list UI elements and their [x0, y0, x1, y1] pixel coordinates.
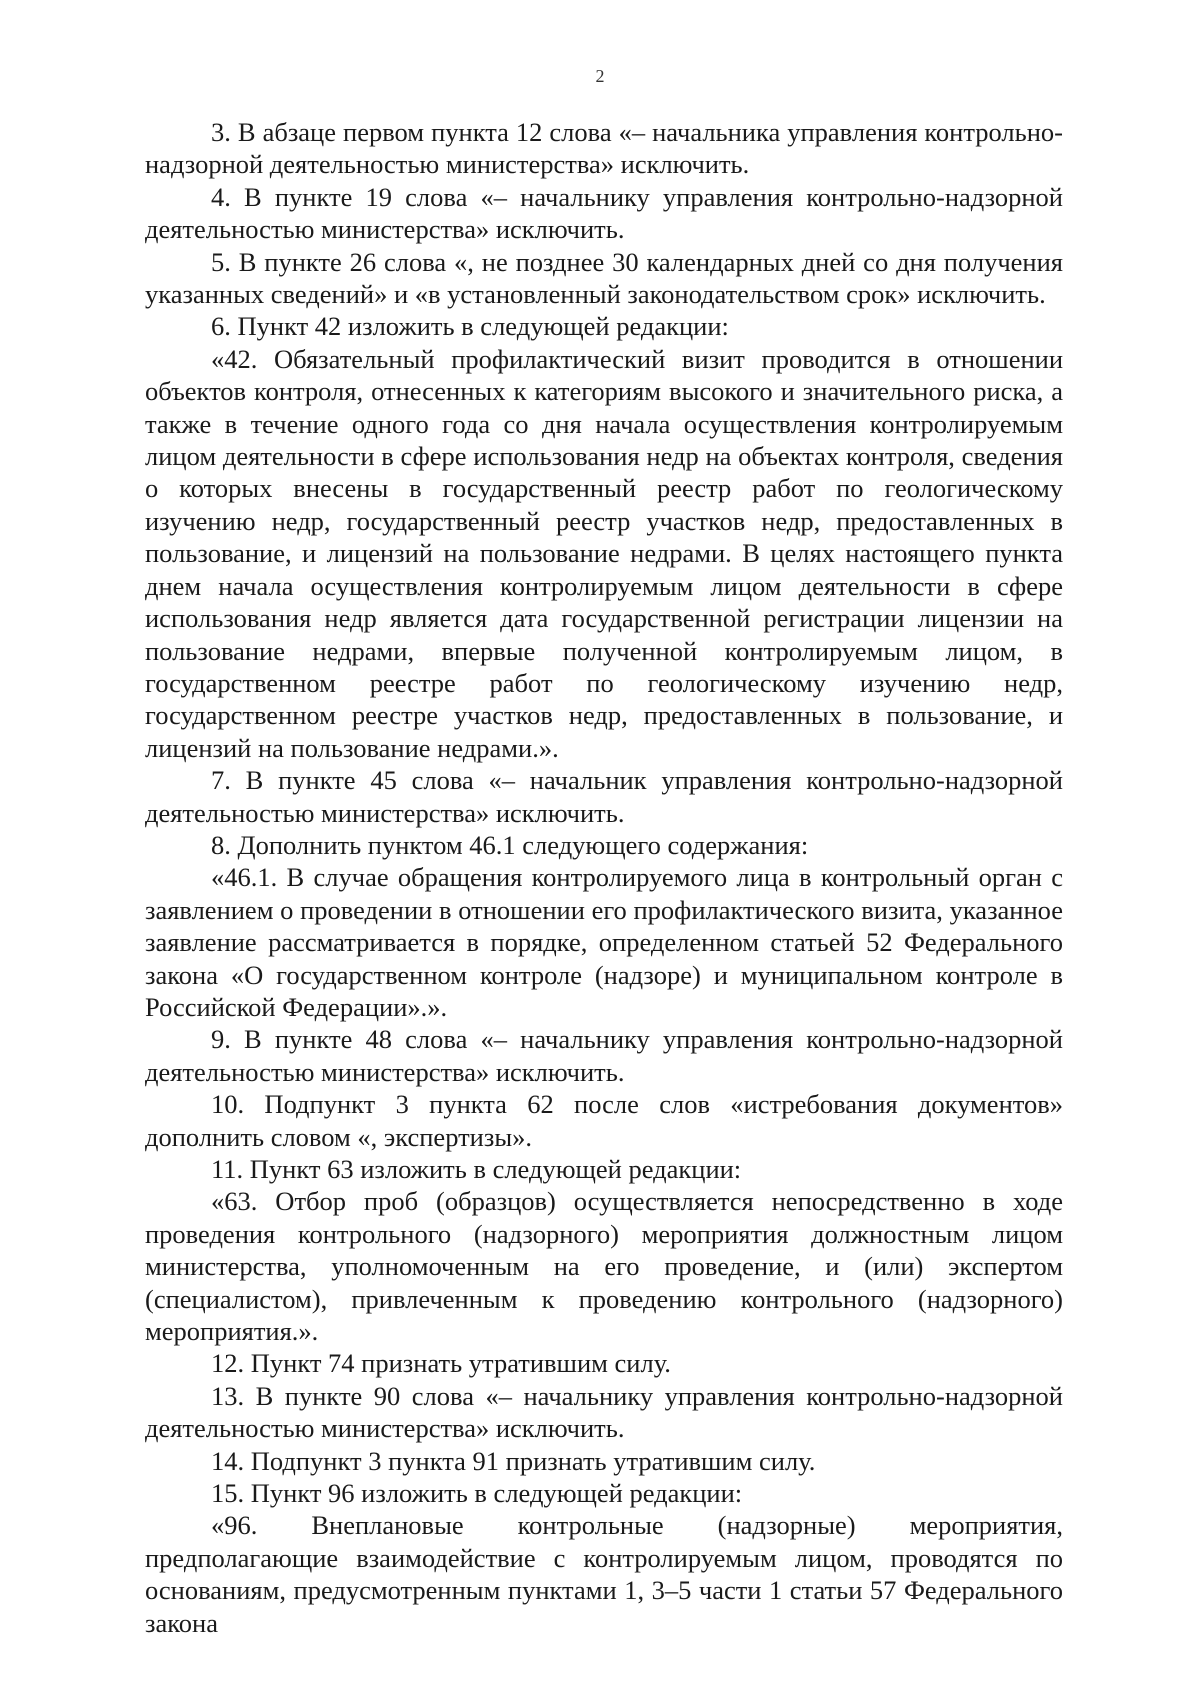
- paragraph-item-11: 11. Пункт 63 изложить в следующей редакции:: [211, 1154, 742, 1184]
- paragraph-item-15: 15. Пункт 96 изложить в следующей редакции:: [211, 1478, 743, 1509]
- paragraph-quote-46-1: «46.1. В случае обращения контролируемого лица в контрольный орган с заявлением о проведении в отношении его профилактического визита, указанное заявление рассматривается в порядке, определенном статьей 52 Федерального закона «О государственном контроле (надзоре) и муниципальном контроле в Российской Федерации».».: [145, 862, 1063, 1022]
- paragraph-quote-96: «96. Внеплановые контрольные (надзорные) мероприятия, предполагающие взаимодействие с контролируемым лицом, проводятся по основаниям, предусмотренным пунктами 1, 3–5 части 1 статьи 57 Федерального закона: [145, 1510, 1063, 1638]
- paragraph-item-9: 9. В пункте 48 слова «– начальнику управления контрольно-надзорной деятельностью министерства» исключить.: [145, 1024, 1063, 1087]
- page-number: 2: [595, 66, 605, 86]
- paragraph-item-4: 4. В пункте 19 слова «– начальнику управления контрольно-надзорной деятельностью министерства» исключить.: [145, 181, 1063, 245]
- paragraph-item-12: 12. Пункт 74 признать утратившим силу.: [211, 1348, 671, 1379]
- paragraph-item-5: 5. В пункте 26 слова «, не позднее 30 календарных дней со дня получения указанных сведений» и «в установленный законодательством срок» исключить.: [145, 246, 1063, 310]
- paragraph-item-3: 3. В абзаце первом пункта 12 слова «– начальника управления контрольно-надзорной деятельностью министерства» исключить.: [145, 117, 1063, 180]
- paragraph-quote-42: «42. Обязательный профилактический визит проводится в отношении объектов контроля, отнесенных к категориям высокого и значительного риска, а также в течение одного года со дня начала осуществления контролируемым лицом деятельности в сфере использования недр на объектах контроля, сведения о которых внесены в государственный реестр работ по геологическому изучению недр, государственный реестр участков недр, предоставленных в пользование, и лицензий на пользование недрами. В целях настоящего пункта днем начала осуществления контролируемым лицом деятельности в сфере использования недр является дата государственной регистрации лицензии на пользование недрами, впервые полученной контролируемым лицом, в государственном реестре работ по геологическому изучению недр, государственном реестре участков недр, предоставленных в пользование, и лицензий на пользование недрами.».: [145, 343, 1063, 763]
- paragraph-item-8: 8. Дополнить пунктом 46.1 следующего содержания:: [211, 829, 809, 860]
- paragraph-item-7: 7. В пункте 45 слова «– начальник управления контрольно-надзорной деятельностью министерства» исключить.: [145, 765, 1063, 828]
- paragraph-item-6: 6. Пункт 42 изложить в следующей редакции:: [211, 311, 729, 342]
- paragraph-item-10: 10. Подпункт 3 пункта 62 после слов «истребования документов» дополнить словом «, экспертизы».: [145, 1089, 1063, 1152]
- document-body: [145, 116, 1063, 1639]
- paragraph-quote-63: «63. Отбор проб (образцов) осуществляется непосредственно в ходе проведения контрольного (надзорного) мероприятия должностным лицом министерства, уполномоченным на его проведение, и (или) экспертом (специалистом), привлеченным к проведению контрольного (надзорного) мероприятия.».: [145, 1186, 1063, 1347]
- paragraph-item-13: 13. В пункте 90 слова «– начальнику управления контрольно-надзорной деятельностью министерства» исключить.: [145, 1380, 1063, 1444]
- paragraph-item-14: 14. Подпункт 3 пункта 91 признать утратившим силу.: [211, 1445, 816, 1476]
